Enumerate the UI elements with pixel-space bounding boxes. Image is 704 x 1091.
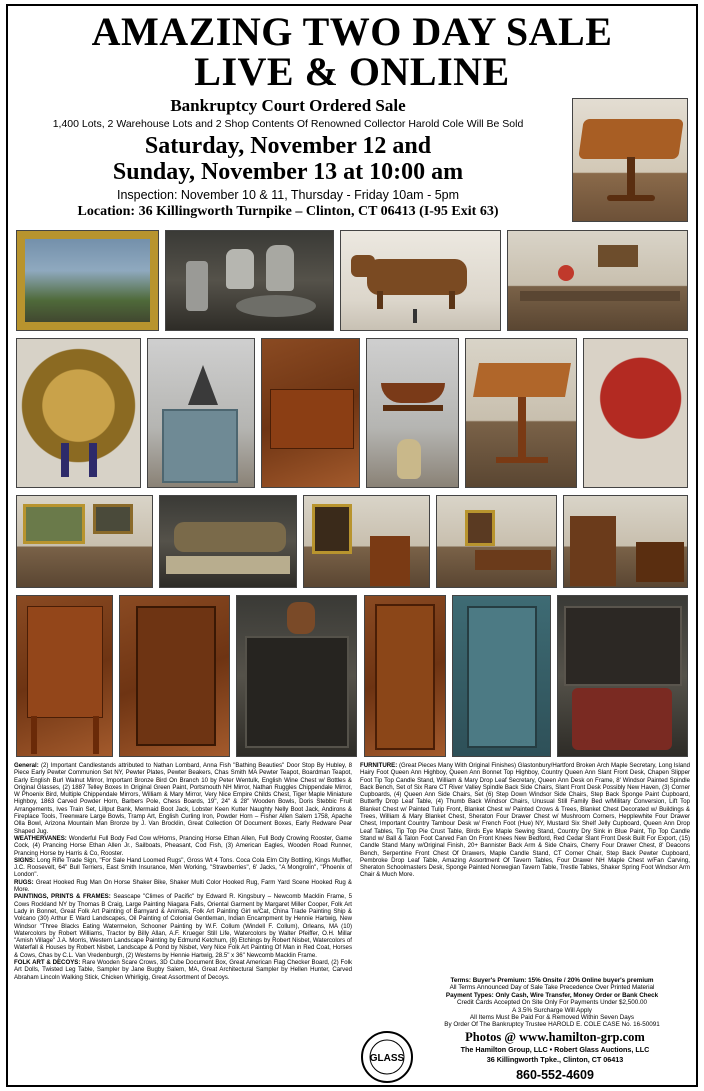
paintings-label: PAINTINGS, PRINTS & FRAMES: bbox=[14, 893, 111, 901]
inspection-line: Inspection: November 10 & 11, Thursday - Friday 10am - 5pm bbox=[116, 188, 460, 202]
photo-dark-chest bbox=[557, 595, 688, 757]
general-label: General: bbox=[14, 762, 39, 769]
photo-step-back-cupboard bbox=[119, 595, 230, 757]
terms-line: By Order Of The Bankruptcy Trustee HAROLD E. COLE CASE No. 16-50091 bbox=[444, 1021, 660, 1029]
glass-auctions-logo bbox=[360, 1030, 414, 1084]
terms-block bbox=[414, 977, 690, 1029]
terms-line: A 3.5% Surcharge Will Apply bbox=[512, 1006, 592, 1014]
headline-line-1: AMAZING TWO DAY SALE bbox=[91, 9, 613, 54]
photo-brass-sconce bbox=[16, 338, 141, 488]
photo-blue-painted-cupboard bbox=[452, 595, 551, 757]
photo-seascape-painting bbox=[16, 230, 159, 331]
photo-highboy bbox=[16, 595, 113, 757]
lots-line: 1,400 Lots, 2 Warehouse Lots and 2 Shop Contents Of Renowned Collector Harold Cole Will Be Sold bbox=[52, 118, 524, 130]
general-text: (2) Important Candlestands attributed to Nathan Lombard, Anna Fish "Bathing Beauties" Door Stop By Hubley, 8 Piece Early Pewter Communion Set NY, Pewter Plates, Pewter Beakers, Chas Smith MA Pewter Teapot, Boardman Teapot, Early English Burl Walnut Mirror, Important Bronze Bird On Branch 10 by Peter Wentulk, English Wine Chest w/ Bottles & Original Glasses, (2) 1887 Telley Boxes In Original Green Paint, Portsmouth NH Mirror, Nathan Ruggles Chippendale Mirror, W Phoenix Bird, Multiple Chippendale Mirrors, William & Mary Mirror, Very Nice Empire Childs Chest, Tiger Maple Miniature Highboy, 1863 Carved Powder Horn, Barbers Pole, Chess Boards, 19", 24" & 28" Wooden Bowls, Doris Stebbic Fruit Arrangements, Ives Train Set, Lillput Bank, Mermaid Boot Jack, Lobster Keen Kutter Naughty Nelly Boot Jack, Andirons & Fireplace Tools, Treenware Large Bowls, Tramp Art, English Curling Iron, Powder Horn – Fisher Allen Salem 1758, Apache Olla Bowl, Arizona Mountain Man Bronze by J. Van Brocklin, Great Collection Of Document Boxes, Early Redware Pear Shaped Jug. bbox=[14, 762, 352, 835]
weathervanes-text: Wonderful Full Body Fed Cow w/Horns, Prancing Horse Ethan Allen, Full Body Crowing Rooster, Game Cock, (4) Prancing Horse Ethan Allen Jr., Sailboats, Pheasant, Cod Fish, (3) American Eagles, Wooden Road Runner, Prancing Horse by Harris & Co, Rooster. bbox=[14, 834, 352, 857]
photo-shelf-cupboard bbox=[236, 595, 357, 757]
terms-line: Terms: Buyer's Premium: 15% Onsite / 20% Online buyer's premium bbox=[450, 977, 654, 984]
photo-folk-art-room bbox=[16, 495, 153, 588]
photo-cow-weathervane bbox=[340, 230, 501, 331]
firm-address: 36 Killingworth Tpke., Clinton, CT 06413 bbox=[486, 1055, 624, 1064]
rugs-text: Great Hooked Rug Man On Horse Shaker Bike, Shaker Multi Color Hooked Rug, Farm Yard Scene Hooked Rug & More. bbox=[14, 878, 352, 894]
terms-line: Payment Types: Only Cash, Wire Transfer, Money Order or Bank Check bbox=[445, 991, 659, 999]
photo-portrait-room bbox=[303, 495, 430, 588]
photo-weathervane-room bbox=[507, 230, 688, 331]
photo-blue-cupboard bbox=[147, 338, 255, 488]
photo-wooden-bowl-stand bbox=[366, 338, 459, 488]
signs-label: SIGNS: bbox=[14, 856, 35, 864]
headline-line-2: LIVE & ONLINE bbox=[194, 49, 510, 94]
photo-candle-stand bbox=[465, 338, 577, 488]
paintings-text: Seascape "Climes of Pacific" by Edward R. Kingsbury – Newcomb Macklin Frame, 5 Cows Rockland NY by Thomas B Craig, Large Painting Niagara Falls, Oriental Garment by Margaret Miller Cooper, Folk Art Lady in Bonnet, Great Folk Art Painting of Barnyard & Animals, Folk Art Painting Girl w/Cat, China Trade Painting Ship & Volcano (30) Arthur E Ward Landscapes, Oil Painting of Colonial Gentleman, Indian Encampment by Hennie Hartwig, New Windsor "Three Blacks Eating Watermelon, Schooner Painting by W.F. Collum (Windell F. Collum), Orleans, MA (10) Watercolors by Robert Williams, Tractor by Billy Allan, A.F. Krueger Still Life, Watercolors by Walter Pfeiffer, O.H. Millar "Amish Village" J.A. Morris, Western Landscape Painting by Edmund Ketchum, (8) Etchings by Robert Nisbet, Watercolors of Waterfall & Houses by Robert Nisbet, Landscape & Pond by Nisbet, Very Nice Folk Art Painting Of Man in Red Coat, Horses & Cows, Chas by C.L. Van Vredenburgh, (2) Westerns by Hennie Hartwig, 28.5" x 36" Newcomb Macklin Frame. bbox=[14, 893, 352, 959]
subtitle: Bankruptcy Court Ordered Sale bbox=[170, 96, 406, 115]
sale-date-line-1: Saturday, November 12 and bbox=[144, 133, 432, 159]
signs-text: Long Rifle Trade Sign, "For Sale Hand Loomed Rugs", Gross Wt 4 Tons. Coca Cola Elm City Bottling, Kings Muffler, J.C. Roosevelt, 64" Bull Terriers, East Smith Insurance, Men Working, "Strawberries", 6' Jacks, "A Mongrolin", "Phoenix of London". bbox=[14, 856, 352, 879]
folk-art-text: Rare Wooden Scare Crows, 3D Cube Document Box, Great American Flag Checker Board, (2) Folk Art Dolls, Twisted Leg Table, Sampler by Jane Bugby Salem, MA, Great Architectural Sampler by Hellen Hunter, Carved Abraham Lincoln Walking Stick, Chicken Whirligig, Great Assortment of Decoys. bbox=[14, 959, 352, 981]
phone-number: 860-552-4609 bbox=[516, 1068, 594, 1082]
weathervanes-label: WEATHERVANES: bbox=[14, 834, 67, 842]
firm-names: The Hamilton Group, LLC • Robert Glass Auctions, LLC bbox=[460, 1045, 650, 1054]
furniture-label: FURNITURE: bbox=[360, 762, 398, 769]
photos-website: Photos @ www.hamilton-grp.com bbox=[465, 1030, 645, 1044]
furniture-text: (Great Pieces Many With Original Finishes) Glastonbury/Hartford Broken Arch Maple Secretary, Long Island Hairy Foot Queen Ann Highboy, Queen Ann Bonnet Top Highboy, Country Queen Ann Slant Front Desk, Chapen Slipper Foot Tip Top Candle Stand, William & Mary Drop Leaf Secretary, Queen Ann Desk on Frame, 8' Windsor Painted Spindle Back Bench, Set of Six Rare CT River Valley Spindle Back Side Chairs, Slant Front Desk Possibly New Haven, (3) Corner Cupboards, (4) Queen Ann Side Chairs, Set (6) Step Down Windsor Side Chairs, Step Back Sponge Paint Cupboard, Butterfly Drop Leaf Table, (4) Thumb Back Windsor Chairs, Unusual Still Family Bed w/Military Conversion, Lift Top Blanket Chest w/ Painted Tulip Front, Blanket Chest w/ Painted Crows & Trees, Blanket Chest Decorated w/ Buildings & Trees, William & Mary Blanket Chest, Sheraton Four Drawer Chest w/ Mushroom Corners, Hepplewhite Four Drawer Chest, Important Country Tambour Desk w/ French Foot (Hue) NY, Mustard Six Shelf Jelly Cupboard, Queen Ann Drop Leaf Tables, Tip Top Pie Crust Table, Birds Eye Maple Sewing Stand, Country Dry Sink in Blue Paint, Tip Top Candle Stand w/ Ball & Talon Foot Carved Fan On Front Knees New Bedford, Red Cedar Slant Front Desk Built For Export, (15) Candle Stand Many w/Original Finish, 20+ Bannister Back Arm & Side Chairs, Cherry Four Drawer Chest, 8' Deacons Bench, Serpentine Front Chest Of Drawers, Maple Candle Stand, CT Corner Chair, Step Back Pewter Cupboard, Pembroke Drop Leaf Table, Amazing Assortment Of Tavern Tables, Four Drawer NH Maple Chest w/Fan Carving, Sheraton Schoolmasters Desk, Sponge Painted Norwegian Tavern Table, Trestle Tables, Shaker Spring Foot Windsor Arm Chair & Much More. bbox=[360, 762, 690, 879]
folk-art-label: FOLK ART & DECOYS: bbox=[14, 959, 81, 967]
sale-date-line-2: Sunday, November 13 at 10:00 am bbox=[112, 159, 464, 185]
photo-pewter-collection bbox=[165, 230, 334, 331]
terms-line: All Items Must Be Paid For & Removed Within Seven Days bbox=[469, 1014, 635, 1022]
listing-left-column bbox=[14, 762, 352, 981]
photo-decoy-collection bbox=[159, 495, 297, 588]
location-line: Location: 36 Killingworth Turnpike – Clinton, CT 06413 (I-95 Exit 63) bbox=[77, 204, 499, 219]
auction-firms bbox=[420, 1045, 690, 1065]
terms-line: Credit Cards Accepted On Site Only For Payments Under $2,500.00 bbox=[456, 999, 648, 1007]
photo-furniture-display bbox=[436, 495, 557, 588]
logo-text: GLASS bbox=[369, 1053, 405, 1064]
photo-tilt-top-table bbox=[572, 98, 688, 222]
listing-right-column bbox=[360, 762, 690, 879]
terms-line: All Terms Announced Day of Sale Take Precedence Over Printed Material bbox=[449, 984, 655, 992]
photo-slant-desk bbox=[261, 338, 360, 488]
photo-red-chair-table bbox=[583, 338, 688, 488]
rugs-label: RUGS: bbox=[14, 878, 34, 886]
photo-chests-room bbox=[563, 495, 688, 588]
photo-corner-cupboard bbox=[364, 595, 446, 757]
